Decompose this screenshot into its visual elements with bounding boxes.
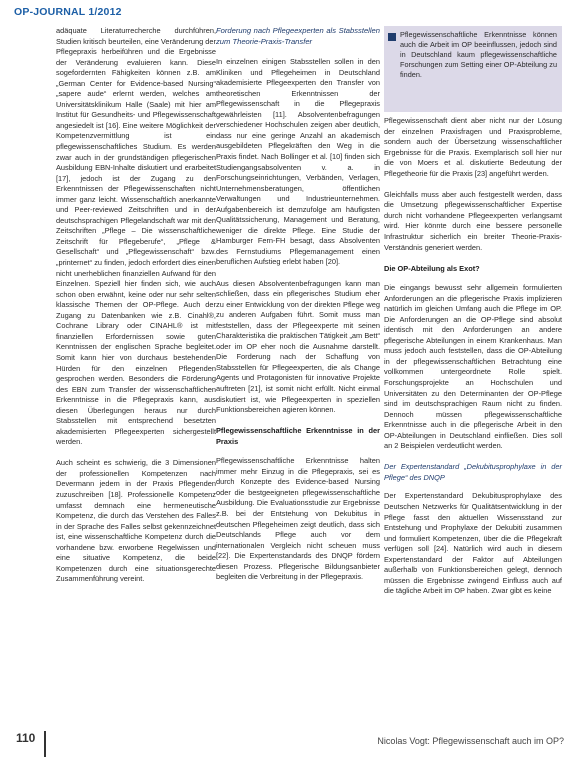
paragraph: adäquate Literaturrecherche durchführen, Studien kritisch beurteilen, eine Veränderung der Pflegepraxis herbeiführen und die Ergebnisse der Veränderung evaluieren kann. Diese sogefordernten Fähigkeiten können z.B. am „German Center for Evidence-based Nursing“ „sapere aude“ erlernt werden, welches am Universitätsklinikum Halle (Saale) mit hier am Institut für Gesundheits- und Pflegewissenschaft angesiedelt ist [16]. Eine weitere Möglichkeit der Kompetenzvermittlung ist ein pflegewissenschaftliches Studium. Es werden zwar auch in der grundständigen pflegerischen Ausbildung EBN-Inhalte diskutiert und erarbeitet [17], jedoch ist der Zugang zu den Erkenntnissen der Pflegewissenschaften nicht immer ganz leicht. Wissenschaftlich anerkannte und Peer-reviewed Zeitschriften und in der deutschsprachigen Pflegelandschaft war mit den Zeitschriften „Pflege – Die wissenschaftliche Zeitschrift für Pflegeberufe“, „Pflege & Gesellschaft“ und „Pflegewissenschaft“ bzw. „printernet“ zu finden, jedoch erfordert dies einen nicht unerheblichen finanziellen Aufwand für den Einzelnen. Speziell hier finden sich, wie auch schon oben erwähnt, keine oder nur sehr selten klassische Themen der OP-Pflege. Auch der Zugang zu Datenbanken wie z.B. Cinahl®, Cochrane Library oder CINAHL® ist mit finanziellen Erfordernissen sowie guten Kenntnissen der englischen Sprache begleitet. Somit kann hier von durchaus bestehenden Hürden für den einzelnen Pflegenden gesprochen werden. Besonders die Förderung des EBN zum Transfer der wissenschaftlichen Erkenntnisse in die Pflegepraxis kann, aus diesen Überlegungen heraus nur durch Stabsstellen mit entsprechend besetzten akademisierten Pflegeexperten sichergestellt werden. [56,26,216,447]
page-number-divider [44,731,46,757]
paragraph: In einzelnen einigen Stabsstellen sollen in den Kliniken und Pflegeheimen in Deutschland akademisierte Pflegeexperten den Transfer von theoretischen Erkenntnissen der Pflegewissenschaft in die Pflegepraxis gewährleisten [11]. Absolventenbefragungen verschiedener Hochschulen zeigen aber deutlich, dass nur eine geringe Anzahl an akademisch ausgebildeten Pflegekräften den Weg in die Praxis findet. Nach Bollinger et al. [10] finden sich Studiengangsabsolventen v. a. in Forschungseinrichtungen, Verbänden, Verlagen, Unternehmensberatungen, öffentlichen Verwaltungen und Industrieunternehmen. Aufgabenbereich ist demzufolge am häufigsten Qualitätssicherung, Management und Beratung, weniger die direkte Pflege. Eine Studie der Hamburger Fern-FH besagt, dass Absolventen des Fernstudiums Pflegemanagement einen beruflichen Aufstieg erlebt haben [20]. [216,57,380,267]
section-heading: Die OP-Abteilung als Exot? [384,263,480,273]
section-heading: Der Expertenstandard „Dekubitusprophylaxe in der Pflege“ des DNQP [384,462,562,482]
text-column-3 [384,116,562,607]
paragraph: Die eingangs bewusst sehr allgemein formulierten Anforderungen an die pflegerische Praxis implizieren natürlich im gleichen Umfang auch die Pflege im OP. Die Anforderungen an die OP-Pflege sind absolut identisch mit den Anforderungen an andere pflegerische Abteilungen in einem Krankenhaus. Man muss jedoch auch feststellen, dass die OP-Abteilung in der pflegewissenschaftlichen Betrachtung eine vollkommen untergeordnete Rolle spielt. Forschungsprojekte an Hochschulen und Universitäten zu den Determinanten der OP-Pflege sind im deutschsprachigen Raum nicht zu finden. Dennoch müssen pflegewissenschaftliche Erkenntnisse auch in die pflegerische Arbeit in den OP-Abteilungen in Deutschland einfließen. Dies soll an 2 Beispielen verdeutlicht werden. [384,283,562,451]
section-heading: Forderung nach Pflegeexperten als Stabsstellen zum Theorie-Praxis-Transfer [216,26,380,46]
paragraph: Aus diesen Absolventenbefragungen kann man schließen, dass ein pflegerisches Studium eher zu einer Entwicklung von der direkten Pflege weg zu anderen Aufgaben führt. Somit muss man feststellen, dass der Pflegeexperte mit seinen Charakteristika die praktischen Tätigkeit „am Bett“ oder im OP eher noch die Ausnahme darstellt. Die Forderung nach der Schaffung von Stabsstellen für Pflegeexperten, die als Change Agents und Protagonisten für innovative Projekte auftreten [21], ist somit nicht erfüllt. Nicht einmal diskutiert ist, wie Pflegeexperten in speziellen Funktionsbereichen agieren können. [216,278,380,415]
paragraph: Auch scheint es schwierig, die 3 Dimensionen der professionellen Kompetenzen nach Devermann jedem in der Praxis Pflegenden zuzuschreiben [18]. Professionelle Kompetenz umfasst demnach eine hermeneutische Kompetenz, die durch das Verstehen des Falles in der Sprache des Falles selbst gekennzeichnet ist, eine wissenschaftliche Kompetenz durch die vorhandene bzw. erworbene Regelwissen und eine situative Kompetenz, die beide Kompetenzen durch eine situationsgerechte Zusammenführung vereint. [56,458,216,584]
paragraph: Pflegewissenschaft dient aber nicht nur der Lösung der einzelnen Praxisfragen und Praxisprobleme, sondern auch der Übersetzung wissenschaftlicher Ergebnisse für die Praxis. Exemplarisch soll hier nur die von Moers et al. diskutierte Bedeutung der Pflegetheorie für die Praxis [23] angeführt werden. [384,116,562,178]
summary-box [384,26,562,112]
paragraph: Gleichfalls muss aber auch festgestellt werden, dass die Umsetzung pflegewissenschaftlicher Expertise durch nicht vorhandene Pflegeexperten verlangsamt wird. Hier könnte durch eine bessere personelle Infrastruktur sicherlich ein breiter Theorie-Praxis-Verständnis generiert werden. [384,189,562,252]
text-column-2 [216,26,380,593]
section-heading: Pflegewissenschaftliche Erkenntnisse in der Praxis [216,426,380,446]
summary-text: Pflegewissenschaftliche Erkenntnisse können auch die Arbeit im OP beeinflussen, jedoch sind in Deutschland kaum pflegewissenschaftliche Forschungen zum Setting einer OP-Abteilung zu finden. [400,30,557,79]
text-column-1 [56,26,216,595]
page-number: 110 [16,731,36,745]
paragraph: Pflegewissenschaftliche Erkenntnisse halten immer mehr Einzug in die Pflegepraxis, sei es durch Konzepte des Evidence-based Nursing oder die bestgeeigneten pflegewissenschaftliche Ausbildung. Die Evaluationsstudie zur Ergebnisse z.B. bei der Entstehung von Dekubitus in deutschen Pflegeheimen zeigt deutlich, dass sich Deutschlands Pflege auch vor dem internationalen Vergleich nicht scheuen muss [22]. Die Expertenstandards des DNQP fördern diesen Prozess. Pflegerische Bildungsanbieter begleiten die Verbreitung in der Pflegepraxis. [216,456,380,582]
paragraph: Der Expertenstandard Dekubitusprophylaxe des Deutschen Netzwerks für Qualitätsentwicklung in der Pflege fasst den aktuellen Wissensstand zur Entstehung und Prophylaxe der Dekubiti zusammen und formuliert Kompetenzen, über die die Pflegekraft verfügen soll [24]. Natürlich wird auch in diesem Expertenstandard der Faktor auf Abteilungen außerhalb von Funktionsbereichen gelegt, dennoch müssen die Ergebnisse zwingend Einfluss auch auf die tägliche Arbeit im OP haben. Zwar gibt es keine [384,491,562,596]
running-footer: Nicolas Vogt: Pflegewissenschaft auch im OP? [377,736,564,746]
bullet-square-icon [388,33,396,41]
journal-header: OP-JOURNAL 1/2012 [14,6,122,18]
